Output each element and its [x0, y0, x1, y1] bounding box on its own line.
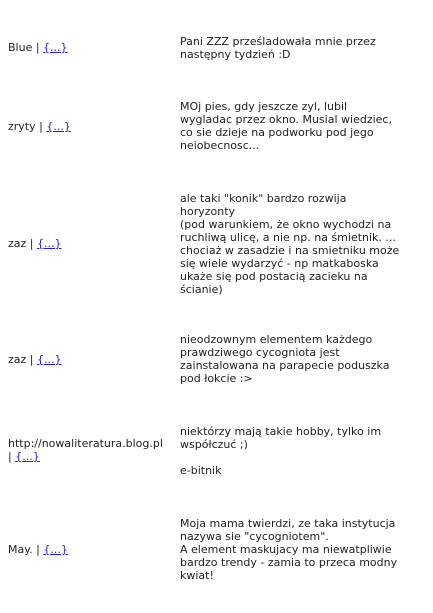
comment-body [180, 192, 415, 296]
comment-body [180, 517, 415, 582]
comment-permalink[interactable]: {...} [46, 120, 71, 133]
comment-permalink[interactable]: {...} [43, 41, 68, 54]
comment-permalink[interactable]: {...} [37, 353, 62, 366]
comment-body [180, 35, 415, 61]
author-name: zryty [8, 120, 36, 133]
comment-author [8, 353, 173, 366]
separator: | [36, 543, 40, 556]
comment-text: Moja mama twierdzi, ze taka instytucja nazywa sie "cycogniotem". A element maskujacy ma niewatpliwie bardzo trendy - zamia to przeca modny kwiat! [180, 517, 398, 582]
comment-text: nieodzownym elementem każdego prawdziwego cycogniota jest zainstalowana na parapecie poduszka pod łokcie :> [180, 333, 390, 385]
comment-text: Pani ZZZ prześladowała mnie przez następny tydzień :D [180, 35, 376, 61]
separator: | [29, 353, 34, 366]
comment-author [8, 543, 173, 556]
author-name: zaz [8, 237, 27, 250]
separator: | [8, 450, 12, 463]
author-name: May. [8, 543, 33, 556]
comment-author [8, 437, 173, 463]
comment-permalink[interactable]: {...} [43, 543, 68, 556]
author-name: http://nowaliteratura.blog.pl [8, 437, 163, 450]
comment-permalink[interactable]: {...} [37, 237, 62, 250]
author-name: zaz [8, 353, 27, 366]
comment-text: MOj pies, gdy jeszcze zyl, lubil wygladac przez okno. Musial wiedziec, co sie dzieje na podworku pod jego neiobecnosc... [180, 100, 392, 152]
comment-body [180, 100, 415, 152]
comment-body [180, 425, 415, 477]
comment-body [180, 333, 415, 385]
separator: | [29, 237, 34, 250]
comment-author [8, 237, 173, 250]
comment-author [8, 120, 173, 133]
separator: | [39, 120, 43, 133]
author-name: Blue [8, 41, 33, 54]
comment-author [8, 41, 173, 54]
separator: | [35, 41, 40, 54]
comment-text: ale taki "konik" bardzo rozwija horyzonty (pod warunkiem, że okno wychodzi na ruchliwą ulicę, a nie np. na śmietnik. ... chociaż w zasadzie i na smietniku może się wiele wydarzyć - np matkaboska ukaże się pod postacią zacieku na ścianie) [180, 192, 400, 296]
comment-text: niektórzy mają takie hobby, tylko im współczuć ;) [180, 425, 382, 451]
comment-signature: e-bitnik [180, 464, 222, 477]
comment-permalink[interactable]: {...} [15, 450, 40, 463]
